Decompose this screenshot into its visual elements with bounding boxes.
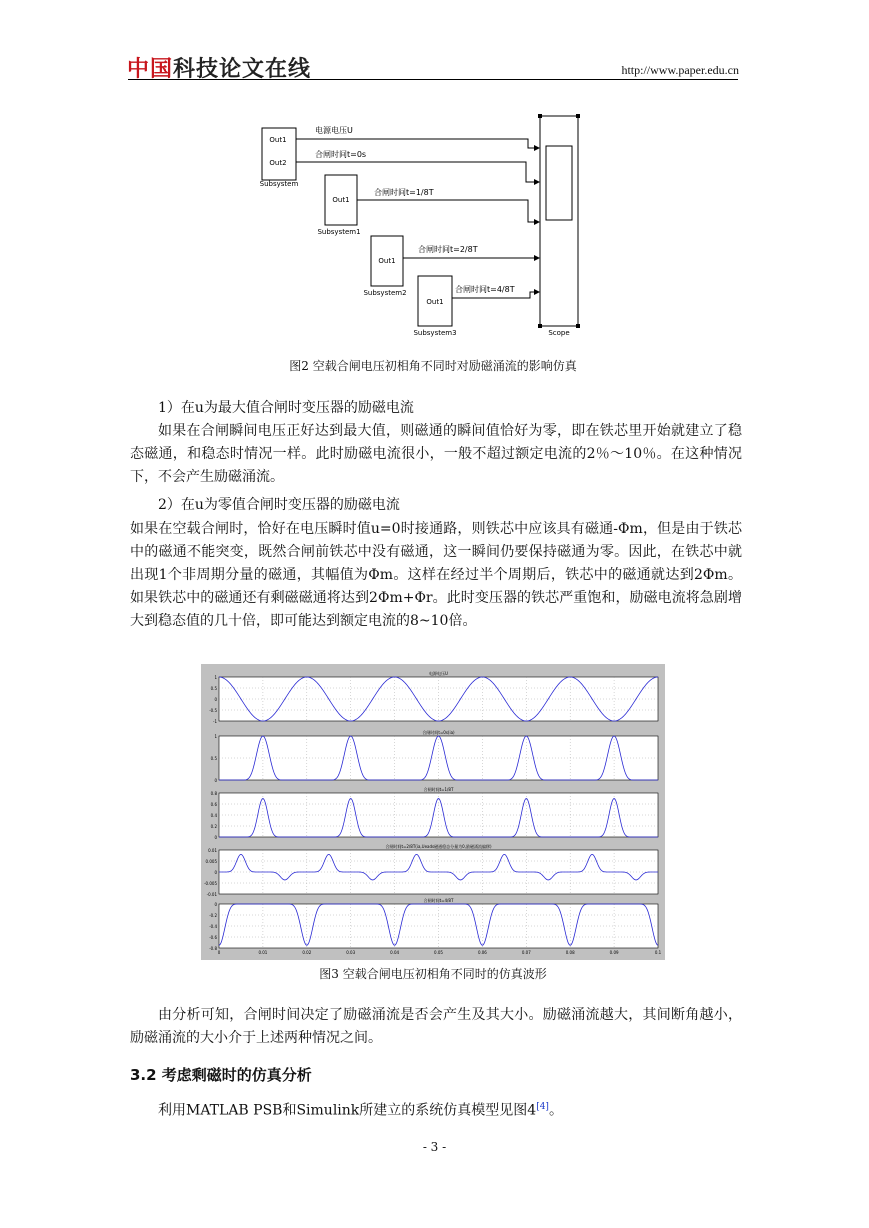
- logo-red-text: 中国: [127, 57, 174, 82]
- x-tick-label: 0.1: [654, 950, 662, 955]
- signal-label-voltage: 电源电压U: [315, 126, 353, 135]
- signal-label-t4: 合闸时间t=4/8T: [455, 285, 515, 294]
- panel-title: 电源电压U: [429, 671, 448, 676]
- out1-port-label: Out1: [378, 257, 396, 265]
- subsystem1-label: Subsystem1: [317, 228, 361, 236]
- scope-handle: [576, 324, 580, 328]
- y-tick-label: 0.5: [210, 756, 217, 761]
- x-tick-label: 0.01: [258, 950, 268, 955]
- panel-title: 合闸时间t=0s(ia): [422, 730, 455, 735]
- scope-handle: [576, 114, 580, 118]
- paragraph-4-end: 。: [548, 1102, 563, 1119]
- y-tick-label: 0: [214, 870, 217, 875]
- y-tick-label: 0.5: [210, 686, 217, 691]
- figure-3-caption: 图3 空载合闸电压初相角不同时的仿真波形: [319, 967, 547, 981]
- subsystem-label: Subsystem: [259, 180, 299, 188]
- signal-wire: [357, 200, 539, 222]
- signal-label-t0: 合闸时间t=0s: [315, 150, 367, 159]
- y-tick-label: -0.4: [209, 924, 217, 929]
- signal-label-t1: 合闸时间t=1/8T: [374, 188, 434, 197]
- y-tick-label: 0.01: [208, 848, 217, 853]
- x-tick-label: 0.07: [521, 950, 531, 955]
- paragraph-4: [130, 1096, 742, 1123]
- waveform-chart: [201, 664, 665, 960]
- y-tick-label: 1: [214, 734, 217, 739]
- x-tick-label: 0.05: [434, 950, 443, 955]
- y-tick-label: -0.5: [209, 708, 217, 713]
- y-tick-label: -0.01: [206, 892, 217, 897]
- scope-handle: [538, 114, 542, 118]
- paragraph-1-title: 1）在u为最大值合闸时变压器的励磁电流: [158, 400, 414, 416]
- scope-screen: [546, 146, 572, 220]
- y-tick-label: 0: [214, 778, 217, 783]
- paragraph-4-text: 利用MATLAB PSB和Simulink所建立的系统仿真模型见图4: [158, 1102, 537, 1119]
- x-tick-label: 0.08: [565, 950, 575, 955]
- out1-port-label: Out1: [269, 136, 287, 144]
- panel-title: 合闸时间t=2/8T(ia,Ueads磁通稳态分量为0,励磁涌流偏移): [385, 844, 492, 849]
- out2-port-label: Out2: [269, 159, 287, 167]
- y-tick-label: 0.6: [210, 802, 217, 807]
- y-tick-label: 0.005: [205, 859, 217, 864]
- figure-2-caption: 图2 空载合闸电压初相角不同时对励磁涌流的影响仿真: [289, 359, 577, 373]
- out1-port-label: Out1: [332, 196, 350, 204]
- x-tick-label: 0.04: [390, 950, 400, 955]
- paragraph-2-body: 如果在空载合闸时，恰好在电压瞬时值u=0时接通路，则铁芯中应该具有磁通-Φm，但是由于铁芯中的磁通不能突变，既然合闸前铁芯中没有磁通，这一瞬间仍要保持磁通为零。因此，在铁芯中就出现1个非周期分量的磁通，其幅值为Φm。这样在经过半个周期后，铁芯中的磁通就达到2Φm。如果铁芯中的磁通还有剩磁磁通将达到2Φm+Φr。此时变压器的铁芯严重饱和，励磁电流将急剧增大到稳态值的几十倍，即可能达到额定电流的8~10倍。: [130, 521, 742, 629]
- header-divider: [128, 79, 738, 80]
- y-tick-label: 1: [214, 675, 217, 680]
- section-title: 3.2 考虑剩磁时的仿真分析: [130, 1066, 312, 1084]
- y-tick-label: -1: [213, 719, 217, 724]
- paragraph-2-title: 2）在u为零值合闸时变压器的励磁电流: [158, 497, 400, 513]
- y-tick-label: -0.6: [209, 935, 217, 940]
- x-tick-label: 0: [217, 950, 221, 955]
- paragraph-3-body: 由分析可知，合闸时间决定了励磁涌流是否会产生及其大小。励磁涌流越大，其间断角越小，励磁涌流的大小介于上述两种情况之间。: [130, 1007, 742, 1046]
- y-tick-label: 0: [214, 697, 217, 702]
- y-tick-label: -0.8: [209, 946, 217, 951]
- subsystem3-label: Subsystem3: [413, 329, 457, 337]
- panel-title: 合闸时间t=1/8T: [423, 787, 454, 792]
- scope-label: Scope: [548, 329, 570, 337]
- citation-link[interactable]: [4]: [536, 1102, 549, 1112]
- paragraph-1-body: 如果在合闸瞬间电压正好达到最大值，则磁通的瞬间值恰好为零，即在铁芯里开始就建立了稳态磁通，和稳态时情况一样。此时励磁电流很小，一般不超过额定电流的2％～10％。在这种情况下，不会产生励磁涌流。: [130, 423, 742, 485]
- x-tick-label: 0.09: [609, 950, 619, 955]
- y-tick-label: 0.2: [210, 824, 217, 829]
- y-tick-label: 0: [214, 902, 217, 907]
- figure-3-waveforms: [201, 664, 665, 960]
- figure-2-diagram: [250, 112, 590, 342]
- x-tick-label: 0.06: [477, 950, 487, 955]
- scope-handle: [538, 324, 542, 328]
- y-tick-label: 0.4: [210, 813, 217, 818]
- out1-port-label: Out1: [426, 298, 444, 306]
- y-tick-label: 0.8: [210, 791, 217, 796]
- logo-dark-text: 科技论文在线: [173, 57, 312, 82]
- y-tick-label: -0.2: [209, 913, 217, 918]
- signal-label-t2: 合闸时间t=2/8T: [418, 245, 478, 254]
- page-number: - 3 -: [422, 1140, 447, 1154]
- panel-title: 合闸时间t=4/8T: [423, 898, 454, 903]
- y-tick-label: 0: [214, 835, 217, 840]
- y-tick-label: -0.005: [204, 881, 217, 886]
- subsystem2-label: Subsystem2: [363, 289, 407, 297]
- x-tick-label: 0.03: [346, 950, 356, 955]
- header-url[interactable]: http://www.paper.edu.cn: [621, 63, 739, 77]
- signal-wire: [296, 139, 539, 148]
- x-tick-label: 0.02: [302, 950, 312, 955]
